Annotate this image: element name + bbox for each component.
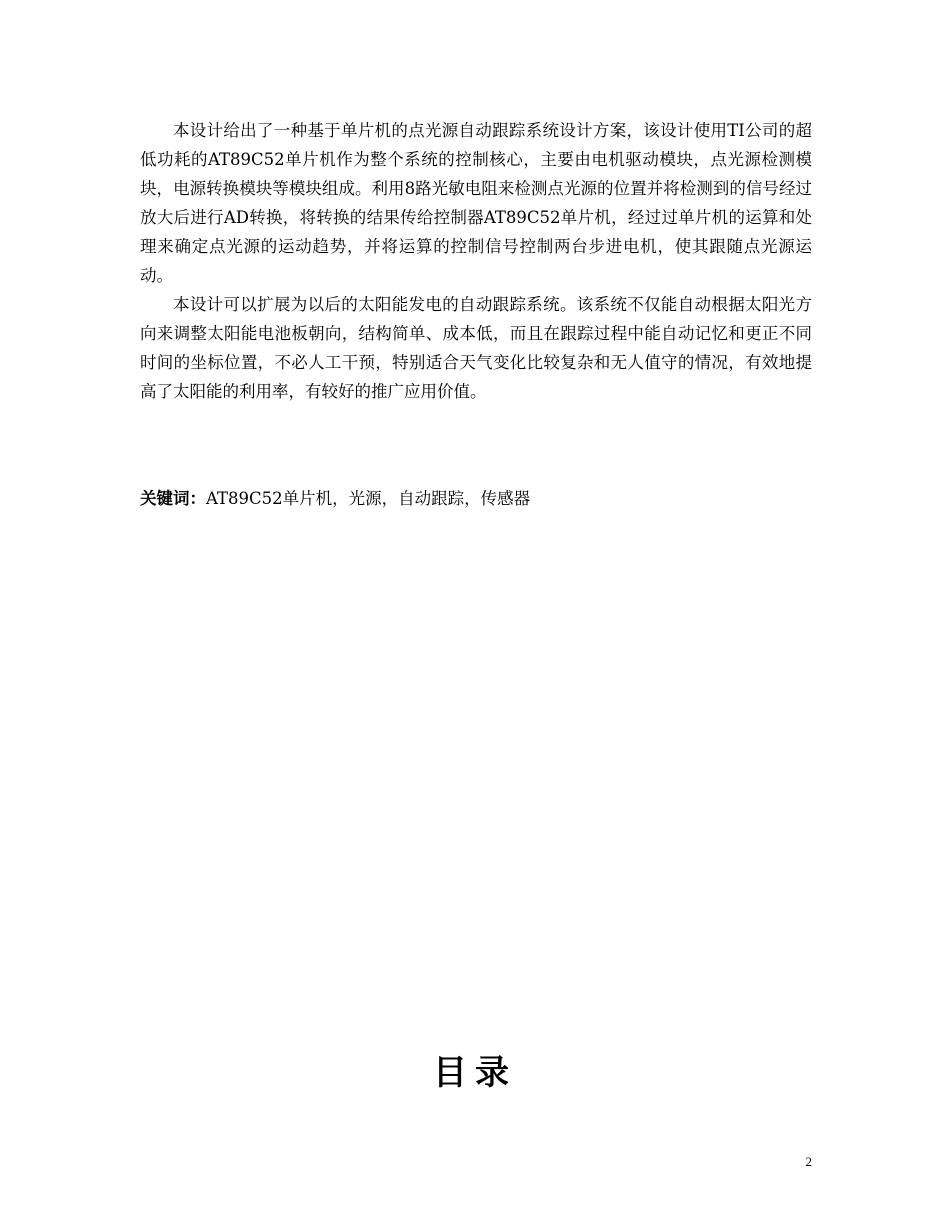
toc-heading: 目录 <box>433 1053 517 1093</box>
abstract-paragraph-2: 本设计可以扩展为以后的太阳能发电的自动跟踪系统。该系统不仅能自动根据太阳光方向来调整太阳能电池板朝向，结构简单、成本低，而且在跟踪过程中能自动记忆和更正不同时间的坐标位置，不必人工干预，特别适合天气变化比较复杂和无人值守的情况，有效地提高了太阳能的利用率，有较好的推广应用价值。 <box>140 295 812 401</box>
keywords-label: 关键词： <box>140 489 206 508</box>
keywords-line <box>140 484 812 513</box>
abstract-body <box>140 116 812 406</box>
page-number: 2 <box>805 1154 812 1169</box>
abstract-paragraph-1: 本设计给出了一种基于单片机的点光源自动跟踪系统设计方案，该设计使用TI公司的超低功耗的AT89C52单片机作为整个系统的控制核心，主要由电机驱动模块，点光源检测模块，电源转换模块等模块组成。利用8路光敏电阻来检测点光源的位置并将检测到的信号经过放大后进行AD转换，将转换的结果传给控制器AT89C52单片机，经过过单片机的运算和处理来确定点光源的运动趋势，并将运算的控制信号控制两台步进电机，使其跟随点光源运动。 <box>140 121 812 285</box>
keywords-value: AT89C52单片机，光源，自动跟踪，传感器 <box>206 489 531 508</box>
